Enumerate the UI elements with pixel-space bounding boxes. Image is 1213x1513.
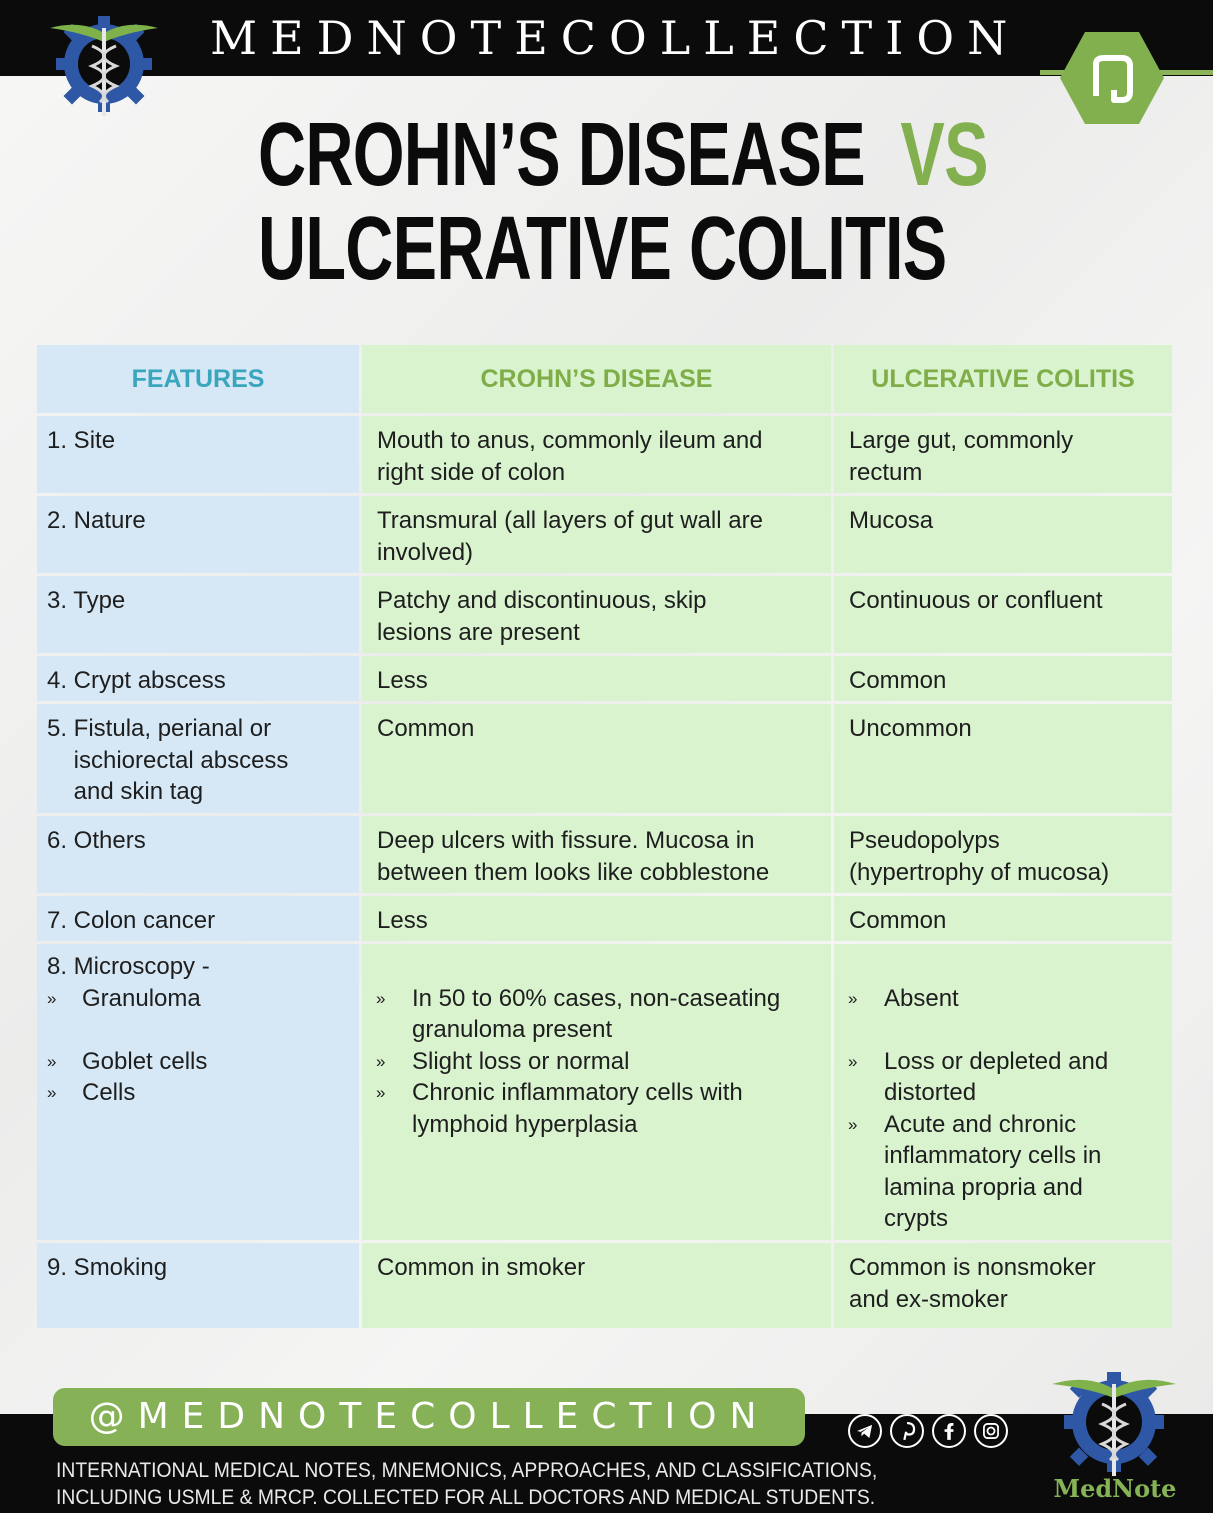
feature-cell: 3. Type	[47, 587, 126, 614]
crohns-cell: Common	[377, 715, 475, 742]
uc-cell: Pseudopolyps (hypertrophy of mucosa)	[849, 827, 1110, 886]
crohns-cell: Common in smoker	[377, 1254, 586, 1281]
table-row	[37, 576, 1172, 653]
uc-cell: Large gut, commonly rectum	[849, 427, 1074, 486]
bullet-mark: »	[47, 1083, 57, 1102]
table-row-microscopy	[37, 944, 1172, 1240]
crohns-granuloma-line1: In 50 to 60% cases, non-caseating	[412, 985, 781, 1012]
crohns-granuloma-line2: granuloma present	[412, 1016, 613, 1043]
uc-cell: Common	[849, 667, 947, 694]
handle-pill	[53, 1388, 805, 1446]
crohns-cell: Less	[377, 667, 428, 694]
crohns-cell: Mouth to anus, commonly ileum and right side of colon	[377, 427, 763, 486]
crohns-cell: Transmural (all layers of gut wall are involved)	[377, 507, 763, 566]
uc-cell: Common	[849, 907, 947, 934]
uc-cells-line1: Acute and chronic	[884, 1111, 1077, 1138]
bullet-mark: »	[376, 989, 386, 1008]
telegram-icon[interactable]	[848, 1414, 882, 1448]
crohns-cells-line2: lymphoid hyperplasia	[412, 1111, 638, 1138]
instagram-icon[interactable]	[974, 1414, 1008, 1448]
feature-goblet-cells: Goblet cells	[82, 1048, 208, 1075]
title-vs: VS	[900, 105, 988, 205]
crohns-cell: Less	[377, 907, 428, 934]
brand-title: MEDNOTECOLLECTION	[210, 11, 1021, 65]
page-title	[258, 105, 988, 299]
uc-cells-line2: inflammatory cells in	[884, 1142, 1102, 1169]
feature-cell: 6. Others	[47, 827, 146, 854]
title-ulcerative-colitis: ULCERATIVE COLITIS	[258, 199, 947, 299]
table-row	[37, 704, 1172, 813]
crohns-cell	[362, 944, 831, 1240]
feature-granuloma: Granuloma	[82, 985, 201, 1012]
crohns-cell: Patchy and discontinuous, skip lesions are present	[377, 587, 707, 646]
bullet-mark: »	[848, 1052, 858, 1071]
uc-cell	[834, 944, 1172, 1240]
bullet-mark: »	[376, 1052, 386, 1071]
microscopy-title: 8. Microscopy -	[47, 953, 210, 980]
table-row	[37, 416, 1172, 493]
table-row	[37, 816, 1172, 893]
caduceus-gear-logo-icon	[40, 2, 168, 120]
table-row	[37, 656, 1172, 701]
facebook-icon[interactable]	[932, 1414, 966, 1448]
uc-cell: Uncommon	[849, 715, 972, 742]
bullet-mark: »	[47, 1052, 57, 1071]
intestine-hexagon-icon	[1058, 30, 1166, 126]
header-ulcerative-colitis: ULCERATIVE COLITIS	[834, 345, 1172, 413]
handle-text: @MEDNOTECOLLECTION	[88, 1396, 770, 1437]
feature-cell: 1. Site	[47, 427, 116, 454]
footer-tagline: INTERNATIONAL MEDICAL NOTES, MNEMONICS, APPROACHES, AND CLASSIFICATIONS, INCLUDING USMLE & MRCP. COLLECTED FOR ALL DOCTORS AND MEDICAL STUDENTS.	[56, 1459, 878, 1509]
crohns-goblet-cells: Slight loss or normal	[412, 1048, 630, 1075]
table-header-row	[37, 345, 1172, 413]
feature-cell: 5. Fistula, perianal or ischiorectal abscess and skin tag	[47, 715, 289, 805]
pinterest-icon[interactable]	[890, 1414, 924, 1448]
uc-goblet-line1: Loss or depleted and	[884, 1048, 1109, 1075]
title-crohns: CROHN’S DISEASE	[258, 105, 865, 205]
uc-cells-line4: crypts	[884, 1205, 949, 1232]
feature-cells: Cells	[82, 1079, 136, 1106]
table-row	[37, 1243, 1172, 1328]
bullet-mark: »	[848, 1115, 858, 1134]
crohns-cells-line1: Chronic inflammatory cells with	[412, 1079, 743, 1106]
crohns-cell: Deep ulcers with fissure. Mucosa in between them looks like cobblestone	[377, 827, 770, 886]
uc-goblet-line2: distorted	[884, 1079, 977, 1106]
feature-cell	[37, 944, 359, 1240]
feature-cell: 9. Smoking	[47, 1254, 168, 1281]
uc-cells-line3: lamina propria and	[884, 1174, 1083, 1201]
feature-cell: 7. Colon cancer	[47, 907, 216, 934]
feature-cell: 4. Crypt abscess	[47, 667, 226, 694]
caduceus-gear-logo-icon	[1044, 1354, 1184, 1484]
uc-cell: Continuous or confluent	[849, 587, 1103, 614]
header-crohns: CROHN’S DISEASE	[362, 345, 831, 413]
header-features: FEATURES	[37, 345, 359, 413]
table-row	[37, 496, 1172, 573]
mednote-logo-text: MedNote	[1053, 1474, 1177, 1503]
uc-cell: Mucosa	[849, 507, 934, 534]
bullet-mark: »	[848, 989, 858, 1008]
table-row	[37, 896, 1172, 941]
uc-cell: Common is nonsmoker and ex-smoker	[849, 1254, 1096, 1313]
uc-granuloma: Absent	[884, 985, 959, 1012]
bullet-mark: »	[47, 989, 57, 1008]
bullet-mark: »	[376, 1083, 386, 1102]
feature-cell: 2. Nature	[47, 507, 146, 534]
